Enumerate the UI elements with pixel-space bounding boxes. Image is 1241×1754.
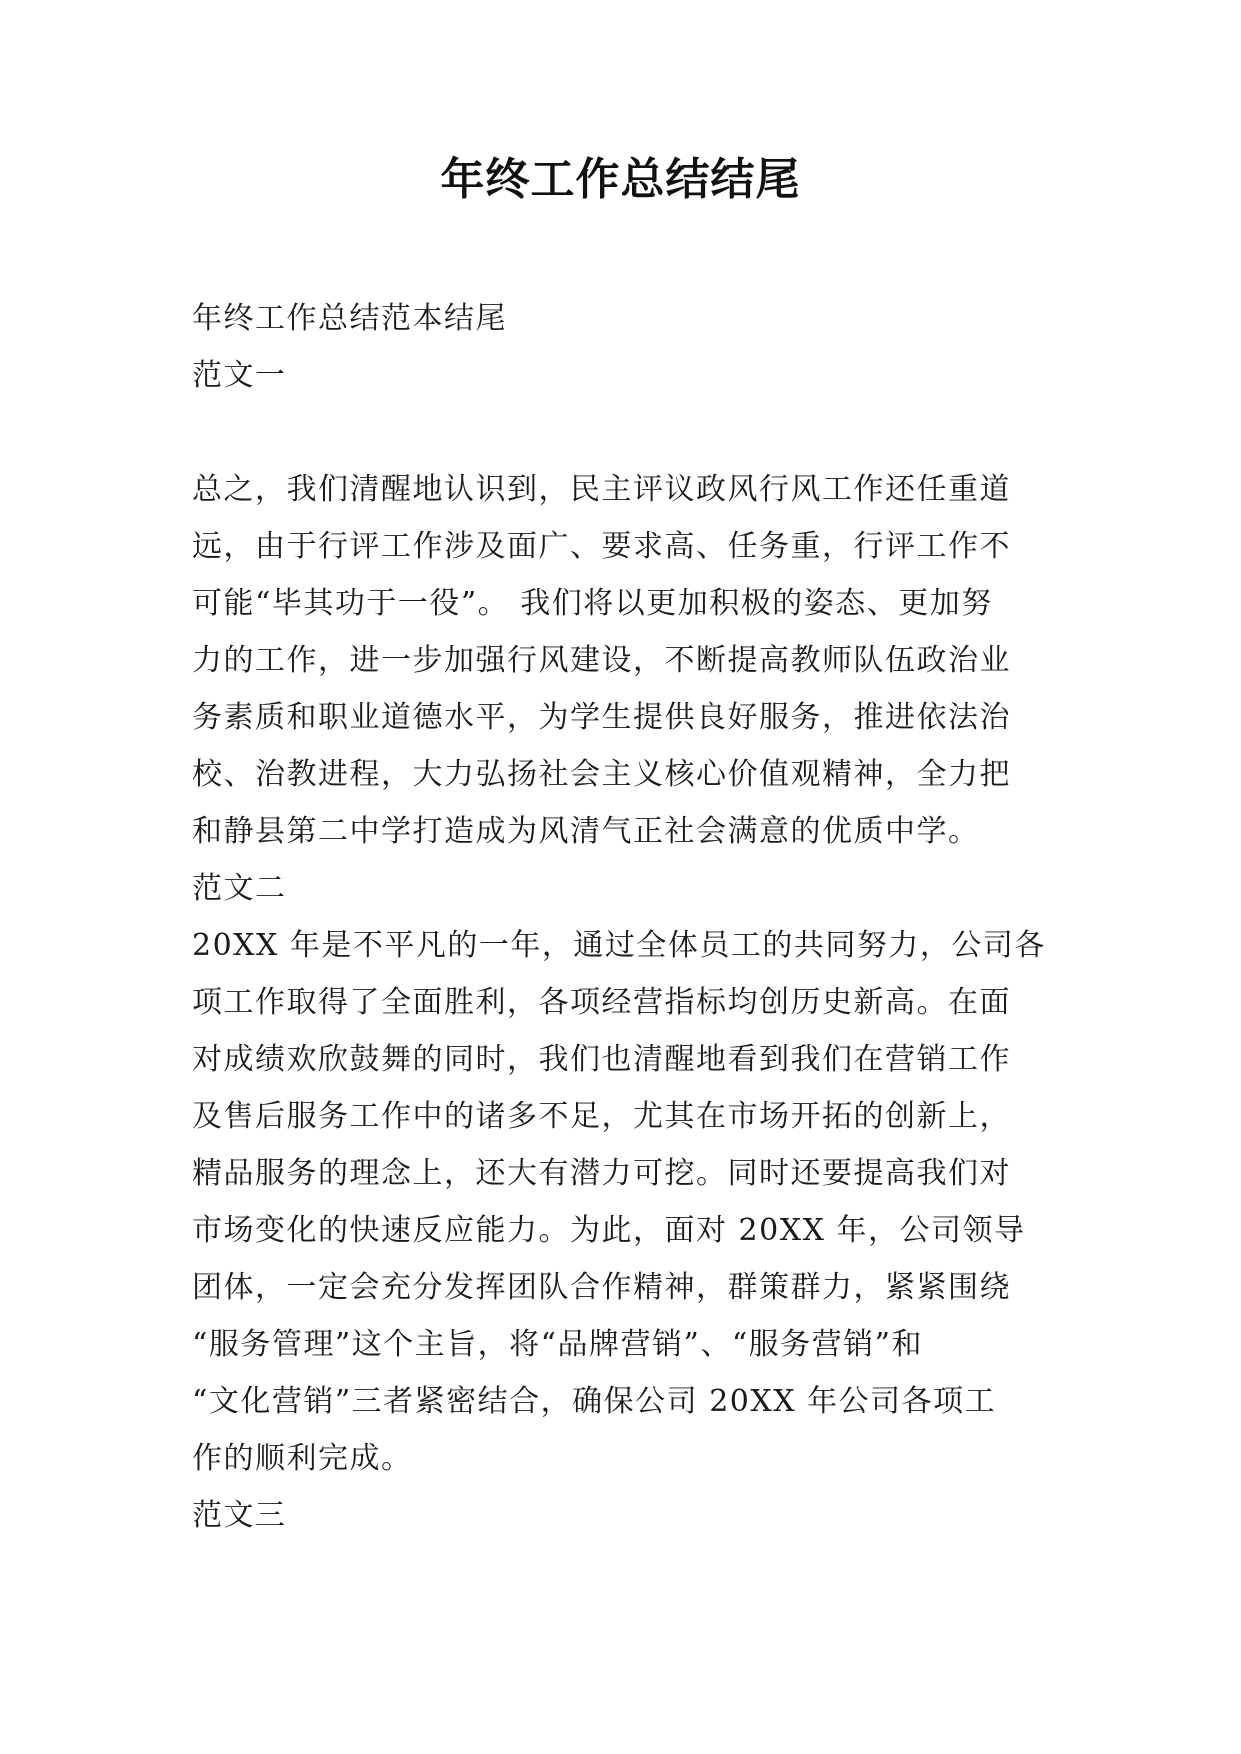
page-title: 年终工作总结结尾 [440,154,801,205]
paragraph-line: 及售后服务工作中的诸多不足，尤其在市场开拓的创新上， [192,1099,1011,1134]
paragraph-line: 市场变化的快速反应能力。为此，面对 20XX 年，公司领导 [192,1213,1026,1248]
paragraph-line: 团体，一定会充分发挥团队合作精神，群策群力，紧紧围绕 [192,1270,1011,1305]
paragraph-line: 力的工作，进一步加强行风建设，不断提高教师队伍政治业 [192,643,1011,678]
section-1-paragraph [192,461,1064,860]
subtitle: 年终工作总结范本结尾 [192,301,507,336]
blank-line [192,404,1064,461]
section-heading-1: 范文一 [192,358,287,393]
paragraph-line: 和静县第二中学打造成为风清气正社会满意的优质中学。 [192,814,980,849]
document-body [192,290,1064,1544]
paragraph-line: 对成绩欢欣鼓舞的同时，我们也清醒地看到我们在营销工作 [192,1042,1011,1077]
section-2-paragraph [192,917,1064,1487]
paragraph-line: “服务管理”这个主旨，将“品牌营销”、“服务营销”和 [192,1327,924,1362]
paragraph-line: 可能“毕其功于一役”。 我们将以更加积极的姿态、更加努 [192,586,993,621]
section-heading-3: 范文三 [192,1498,287,1533]
paragraph-line: 20XX 年是不平凡的一年，通过全体员工的共同努力，公司各 [192,928,1046,963]
paragraph-line: 远，由于行评工作涉及面广、要求高、任务重，行评工作不 [192,529,1011,564]
paragraph-line: 校、治教进程，大力弘扬社会主义核心价值观精神，全力把 [192,757,1011,792]
paragraph-line: 务素质和职业道德水平，为学生提供良好服务，推进依法治 [192,700,1011,735]
paragraph-line: 项工作取得了全面胜利，各项经营指标均创历史新高。在面 [192,985,1011,1020]
paragraph-line: “文化营销”三者紧密结合，确保公司 20XX 年公司各项工 [192,1384,997,1419]
paragraph-line: 总之，我们清醒地认识到，民主评议政风行风工作还任重道 [192,472,1011,507]
paragraph-line: 精品服务的理念上，还大有潜力可挖。同时还要提高我们对 [192,1156,1011,1191]
section-heading-2: 范文二 [192,871,287,906]
paragraph-line: 作的顺利完成。 [192,1441,413,1476]
